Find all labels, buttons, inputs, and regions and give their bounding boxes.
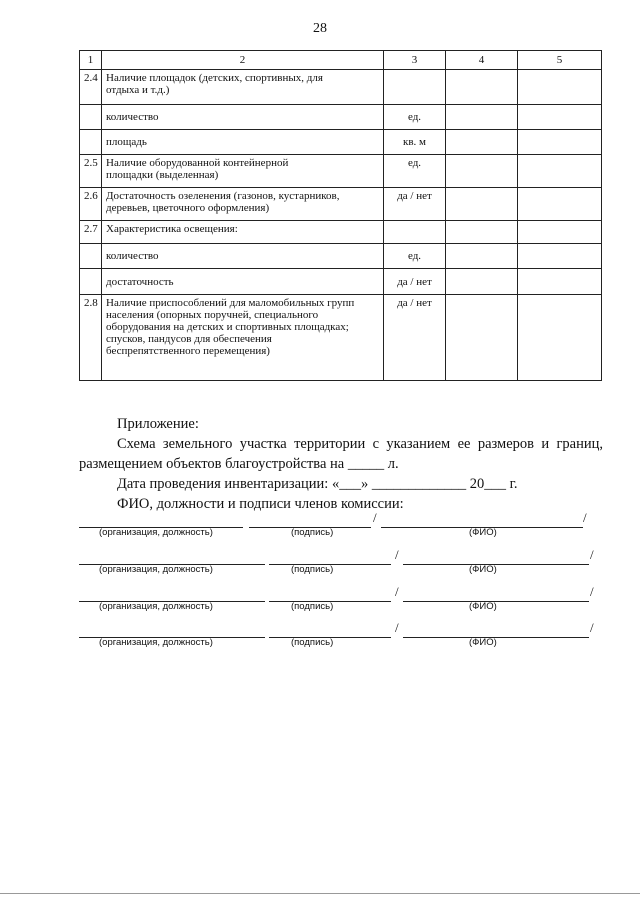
slash-divider: / — [373, 510, 377, 525]
caption-sign: (подпись) — [291, 527, 334, 538]
row-text: Характеристика освещения: — [102, 221, 384, 244]
header-col-5: 5 — [518, 51, 602, 70]
fio-line — [381, 514, 583, 528]
slash-divider: / — [590, 620, 594, 635]
inventory-table — [79, 50, 602, 381]
header-col-1: 1 — [80, 51, 102, 70]
row-cell-4 — [446, 70, 518, 105]
fio-line — [403, 624, 589, 638]
org-line — [79, 514, 243, 528]
row-text: Достаточность озеленения (газонов, кустарников, деревьев, цветочного оформления) — [102, 188, 384, 221]
row-number — [80, 130, 102, 155]
slash-divider: / — [590, 584, 594, 599]
header-col-4: 4 — [446, 51, 518, 70]
appendix-date-line: Дата проведения инвентаризации: «___» _____________ 20___ г. — [117, 476, 518, 492]
caption-org: (организация, должность) — [99, 564, 213, 575]
table-row — [80, 221, 602, 244]
row-number: 2.6 — [80, 188, 102, 221]
row-cell-4 — [446, 188, 518, 221]
row-cell-5 — [518, 130, 602, 155]
slash-divider: / — [590, 547, 594, 562]
row-cell-4 — [446, 105, 518, 130]
row-cell-5 — [518, 155, 602, 188]
table-row — [80, 70, 602, 105]
row-unit: ед. — [384, 105, 446, 130]
sign-line — [269, 624, 391, 638]
signature-row — [79, 510, 599, 538]
row-text: Наличие площадок (детских, спортивных, для отдыха и т.д.) — [102, 70, 384, 105]
row-cell-4 — [446, 130, 518, 155]
table-row — [80, 188, 602, 221]
header-col-3: 3 — [384, 51, 446, 70]
appendix-fio-line: ФИО, должности и подписи членов комиссии: — [117, 496, 404, 512]
caption-fio: (ФИО) — [469, 564, 497, 575]
caption-org: (организация, должность) — [99, 601, 213, 612]
caption-sign: (подпись) — [291, 637, 334, 648]
page-number: 28 — [313, 21, 327, 36]
table-row — [80, 295, 602, 381]
slash-divider: / — [583, 510, 587, 525]
slash-divider: / — [395, 620, 399, 635]
row-cell-5 — [518, 295, 602, 381]
org-line — [79, 624, 265, 638]
row-unit: да / нет — [384, 269, 446, 295]
sign-line — [269, 588, 391, 602]
caption-sign: (подпись) — [291, 564, 334, 575]
appendix-block — [79, 414, 603, 514]
row-text: площадь — [102, 130, 384, 155]
table-row — [80, 130, 602, 155]
caption-fio: (ФИО) — [469, 527, 497, 538]
header-col-2: 2 — [102, 51, 384, 70]
caption-fio: (ФИО) — [469, 637, 497, 648]
fio-line — [403, 588, 589, 602]
row-unit: кв. м — [384, 130, 446, 155]
table-row — [80, 105, 602, 130]
org-line — [79, 551, 265, 565]
row-unit: ед. — [384, 155, 446, 188]
signature-row — [79, 584, 599, 612]
row-cell-5 — [518, 188, 602, 221]
row-cell-5 — [518, 70, 602, 105]
table-header-row — [80, 51, 602, 70]
row-unit — [384, 70, 446, 105]
row-cell-4 — [446, 155, 518, 188]
page-bottom-edge — [0, 893, 640, 894]
row-text: Наличие приспособлений для маломобильных групп населения (опорных поручней, специального оборудования на детских и спортивных площадках; спусков, пандусов для обеспечения беспрепятственного перемещения) — [102, 295, 384, 381]
row-text: Наличие оборудованной контейнерной площадки (выделенная) — [102, 155, 384, 188]
sign-line — [269, 551, 391, 565]
caption-org: (организация, должность) — [99, 527, 213, 538]
caption-fio: (ФИО) — [469, 601, 497, 612]
appendix-title: Приложение: — [117, 416, 199, 432]
table-row — [80, 244, 602, 269]
row-number — [80, 244, 102, 269]
caption-org: (организация, должность) — [99, 637, 213, 648]
appendix-scheme-line-1: Схема земельного участка территории с указанием ее размеров и границ, — [117, 436, 603, 452]
row-number: 2.7 — [80, 221, 102, 244]
row-unit — [384, 221, 446, 244]
row-number: 2.5 — [80, 155, 102, 188]
slash-divider: / — [395, 547, 399, 562]
row-text: достаточность — [102, 269, 384, 295]
org-line — [79, 588, 265, 602]
fio-line — [403, 551, 589, 565]
caption-sign: (подпись) — [291, 601, 334, 612]
row-number: 2.4 — [80, 70, 102, 105]
slash-divider: / — [395, 584, 399, 599]
signature-row — [79, 547, 599, 575]
row-cell-4 — [446, 269, 518, 295]
row-number — [80, 269, 102, 295]
table-row — [80, 155, 602, 188]
row-cell-4 — [446, 221, 518, 244]
sign-line — [249, 514, 371, 528]
row-cell-5 — [518, 105, 602, 130]
row-text: количество — [102, 244, 384, 269]
row-number — [80, 105, 102, 130]
row-cell-4 — [446, 244, 518, 269]
row-cell-5 — [518, 269, 602, 295]
table-row — [80, 269, 602, 295]
row-unit: да / нет — [384, 295, 446, 381]
row-cell-4 — [446, 295, 518, 381]
row-unit: ед. — [384, 244, 446, 269]
appendix-scheme-line-2: размещением объектов благоустройства на _____ л. — [79, 456, 399, 472]
row-text: количество — [102, 105, 384, 130]
row-cell-5 — [518, 221, 602, 244]
row-unit: да / нет — [384, 188, 446, 221]
row-number: 2.8 — [80, 295, 102, 381]
row-cell-5 — [518, 244, 602, 269]
signature-row — [79, 620, 599, 648]
